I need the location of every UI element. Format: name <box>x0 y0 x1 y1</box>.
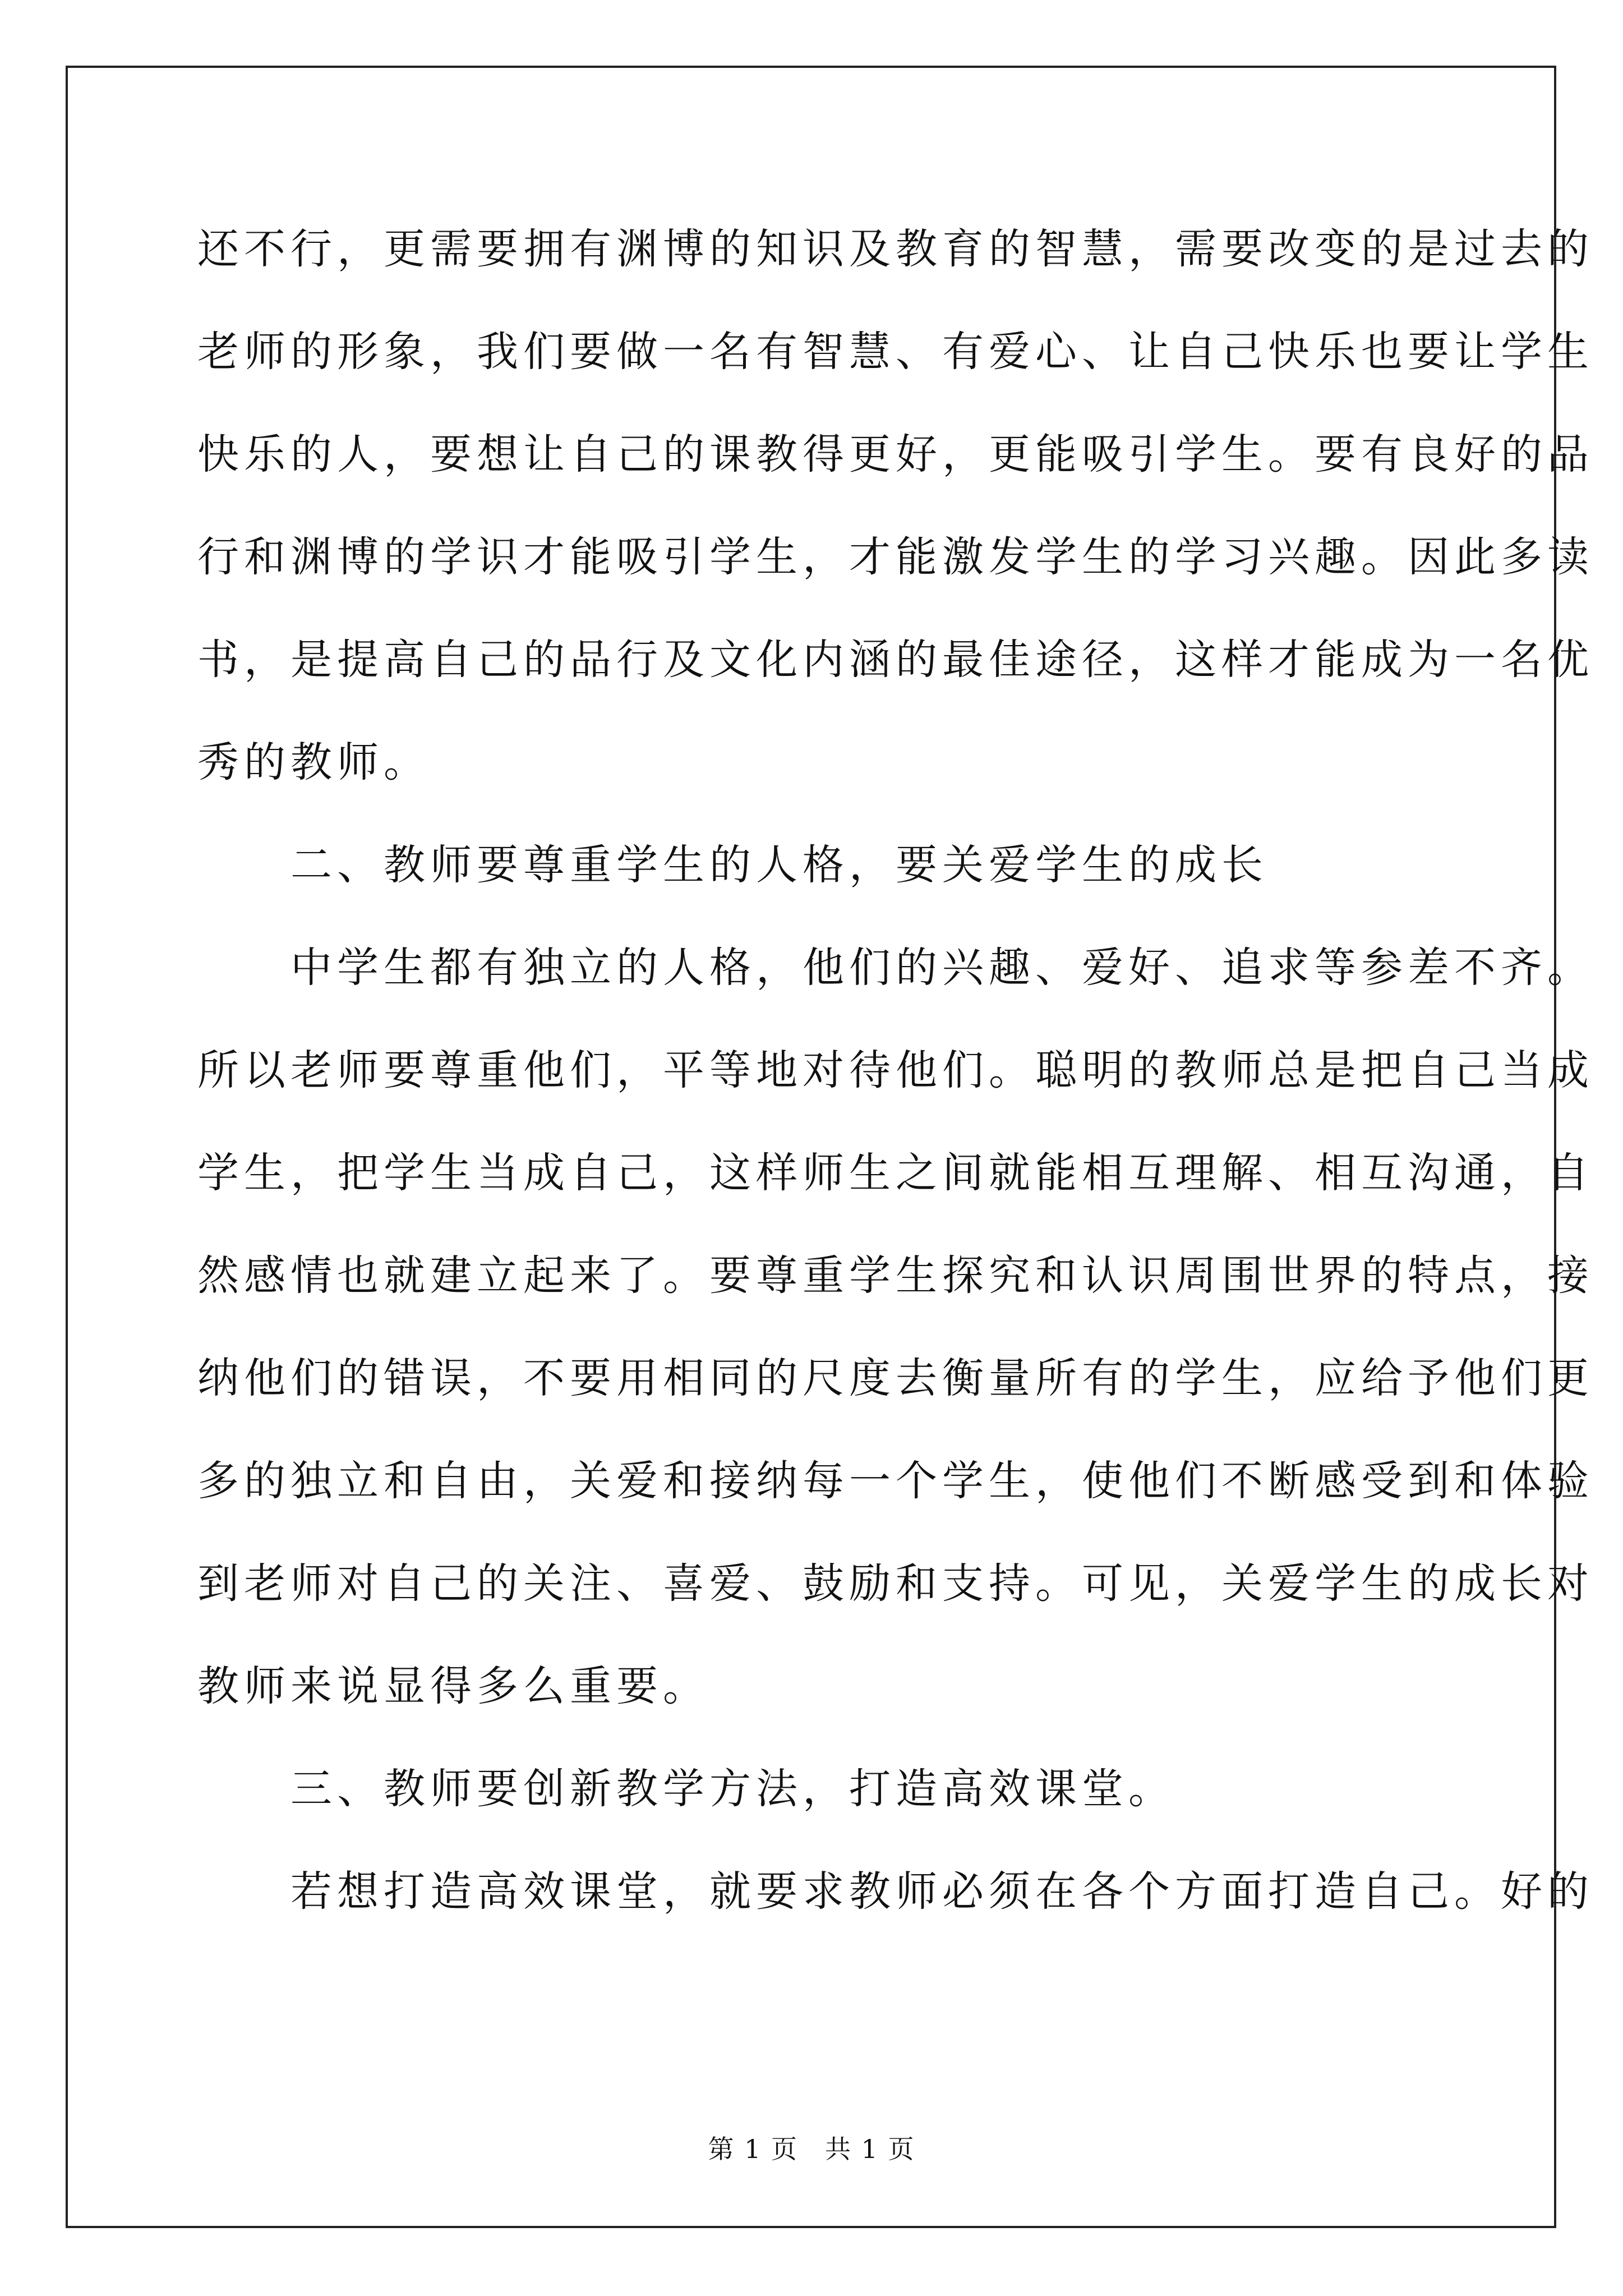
text-line: 还不行，更需要拥有渊博的知识及教育的智慧，需要改变的是过去的 <box>197 225 1594 273</box>
text-line: 书，是提高自己的品行及文化内涵的最佳途径，这样才能成为一名优 <box>197 636 1594 684</box>
text-line: 秀的教师。 <box>197 738 430 786</box>
text-line: 教师来说显得多么重要。 <box>197 1662 709 1710</box>
page-number-footer: 第 1 页 共 1 页 <box>708 2134 915 2164</box>
text-line: 快乐的人，要想让自己的课教得更好，更能吸引学生。要有良好的品 <box>197 430 1594 478</box>
text-line: 然感情也就建立起来了。要尊重学生探究和认识周围世界的特点，接 <box>197 1251 1594 1300</box>
text-line: 所以老师要尊重他们，平等地对待他们。聪明的教师总是把自己当成 <box>197 1046 1594 1094</box>
text-line: 若想打造高效课堂，就要求教师必须在各个方面打造自己。好的 <box>197 1867 1594 1916</box>
section-heading: 三、教师要创新教学方法，打造高效课堂。 <box>197 1765 1175 1813</box>
text-line: 行和渊博的学识才能吸引学生，才能激发学生的学习兴趣。因此多读 <box>197 533 1594 581</box>
document-body <box>197 198 1594 1943</box>
text-line: 学生，把学生当成自己，这样师生之间就能相互理解、相互沟通，自 <box>197 1149 1594 1197</box>
text-line: 多的独立和自由，关爱和接纳每一个学生，使他们不断感受到和体验 <box>197 1457 1594 1505</box>
text-line: 老师的形象，我们要做一名有智慧、有爱心、让自己快乐也要让学生 <box>197 328 1594 376</box>
section-heading: 二、教师要尊重学生的人格，要关爱学生的成长 <box>197 841 1268 889</box>
text-line: 到老师对自己的关注、喜爱、鼓励和支持。可见，关爱学生的成长对 <box>197 1559 1594 1608</box>
text-line: 中学生都有独立的人格，他们的兴趣、爱好、追求等参差不齐。 <box>197 944 1594 992</box>
text-line: 纳他们的错误，不要用相同的尺度去衡量所有的学生，应给予他们更 <box>197 1354 1594 1402</box>
